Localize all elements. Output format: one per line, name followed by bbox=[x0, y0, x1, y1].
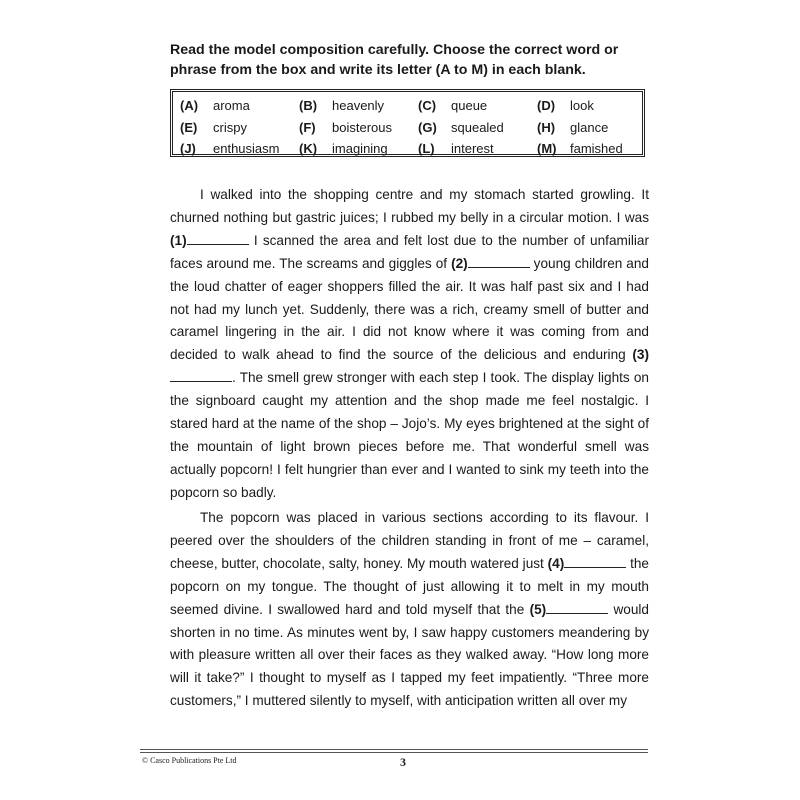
word-option-word: enthusiasm bbox=[213, 141, 280, 157]
footer-rule-2 bbox=[140, 752, 648, 753]
paragraph-1-text-a: I walked into the shopping centre and my stomach started growling. It churned nothing but gastric juices; I rubbed my belly in a circular motion. I was bbox=[170, 187, 649, 225]
word-option bbox=[537, 117, 647, 139]
word-grid bbox=[180, 95, 638, 160]
paragraph-1 bbox=[170, 184, 649, 505]
word-option bbox=[180, 138, 299, 160]
word-option bbox=[299, 138, 418, 160]
word-option bbox=[180, 95, 299, 117]
blank-5-number: (5) bbox=[529, 601, 547, 617]
paragraph-1-text-d: . The smell grew stronger with each step I took. The display lights on the signboard caught my attention and the shop made me feel nostalgic. I stared hard at the name of the shop – Jojo’s. My eyes brightened at the sight of the mountain of light brown pieces before me. That wonderful smell was actually popcorn! I felt hungrier than ever and I wanted to sink my teeth into the popcorn so badly. bbox=[170, 370, 649, 500]
word-option-letter: (K) bbox=[299, 141, 318, 157]
word-option bbox=[299, 95, 418, 117]
word-option-letter: (H) bbox=[537, 119, 556, 135]
word-option-letter: (M) bbox=[537, 141, 557, 157]
word-option-word: interest bbox=[451, 141, 494, 157]
paragraph-1-text-b: I scanned the area and felt lost due to the number of unfamiliar faces around me. The screams and giggles of bbox=[170, 232, 649, 271]
paragraph-2-text-a: The popcorn was placed in various sections according to its flavour. I peered over the shoulders of the children standing in front of me – caramel, cheese, butter, chocolate, salty, honey. My mouth watered just bbox=[170, 510, 649, 571]
word-option bbox=[299, 117, 418, 139]
word-box bbox=[170, 89, 645, 157]
blank-5[interactable] bbox=[546, 602, 608, 614]
word-option-letter: (F) bbox=[299, 119, 316, 135]
word-option-letter: (L) bbox=[418, 141, 435, 157]
word-option-word: aroma bbox=[213, 98, 250, 114]
footer-rule bbox=[140, 749, 648, 750]
paragraph-2-text-c: would shorten in no time. As minutes went by, I saw happy customers meandering by with pleasure written all over their faces as they walked away. “How long more will it take?” I thought to myself as I tapped my feet impatiently. “Three more customers,” I muttered silently to myself, with anticipation written all over my bbox=[170, 601, 649, 709]
word-option bbox=[418, 138, 537, 160]
word-option bbox=[537, 138, 647, 160]
word-option-word: imagining bbox=[332, 141, 388, 157]
word-option-word: queue bbox=[451, 98, 488, 114]
word-option-letter: (A) bbox=[180, 98, 199, 114]
blank-2[interactable] bbox=[468, 256, 530, 268]
word-option bbox=[180, 117, 299, 139]
paragraph-2-text-b: the popcorn on my tongue. The thought of just allowing it to melt in my mouth seemed divine. I swallowed hard and told myself that the bbox=[170, 555, 649, 617]
word-option-word: squealed bbox=[451, 119, 504, 135]
word-option-word: look bbox=[570, 98, 594, 114]
word-option-letter: (C) bbox=[418, 98, 437, 114]
word-option-word: boisterous bbox=[332, 119, 392, 135]
blank-4[interactable] bbox=[564, 556, 626, 568]
word-option-letter: (E) bbox=[180, 119, 198, 135]
word-option-letter: (J) bbox=[180, 141, 196, 157]
blank-1[interactable] bbox=[187, 233, 249, 245]
word-option bbox=[418, 117, 537, 139]
word-option bbox=[418, 95, 537, 117]
paragraph-1-text-c: young children and the loud chatter of eager shoppers filled the air. It was half past six and I had not had my lunch yet. Suddenly, there was a rich, creamy smell of butter and caramel lingering in the air. I did not know where it was coming from and decided to walk ahead to find the source of the delicious and enduring bbox=[170, 255, 649, 363]
blank-1-number: (1) bbox=[170, 232, 187, 248]
word-option-word: famished bbox=[570, 141, 623, 157]
word-option-letter: (G) bbox=[418, 119, 437, 135]
word-option-letter: (D) bbox=[537, 98, 556, 114]
copyright-notice: © Casco Publications Pte Ltd bbox=[142, 756, 237, 765]
word-option-letter: (B) bbox=[299, 98, 318, 114]
paragraph-2 bbox=[170, 507, 649, 713]
word-option-word: heavenly bbox=[332, 98, 385, 114]
word-option-word: glance bbox=[570, 119, 609, 135]
word-option bbox=[537, 95, 647, 117]
blank-4-number: (4) bbox=[547, 555, 565, 571]
blank-2-number: (2) bbox=[451, 255, 468, 271]
blank-3-number: (3) bbox=[632, 347, 649, 363]
instructions: Read the model composition carefully. Choose the correct word or phrase from the box and write its letter (A to M) in each blank. bbox=[170, 42, 619, 78]
page-number: 3 bbox=[400, 755, 406, 769]
word-option-word: crispy bbox=[213, 119, 247, 135]
blank-3[interactable] bbox=[170, 370, 232, 382]
